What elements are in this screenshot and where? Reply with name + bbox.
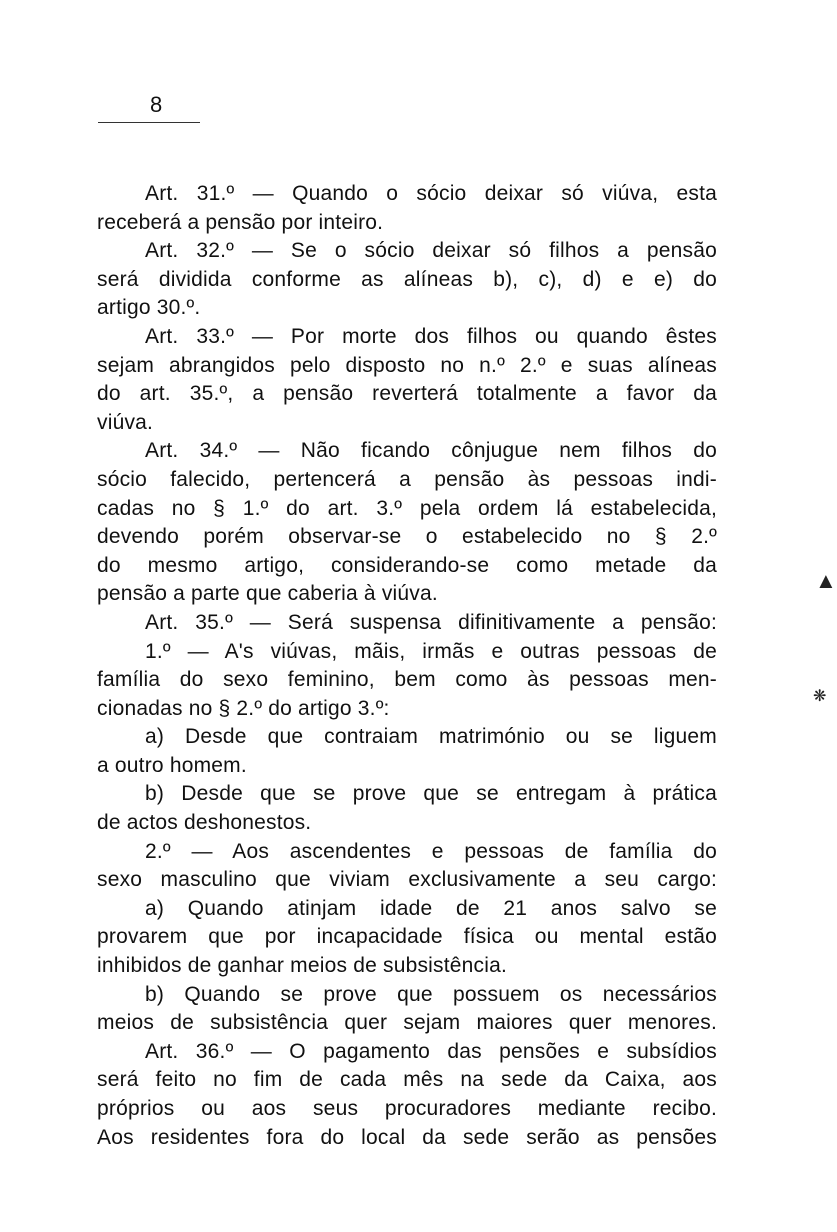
text-line: Art. 33.º — Por morte dos filhos ou quando êstes — [145, 324, 717, 348]
text-line: cadas no § 1.º do art. 3.º pela ordem lá estabelecida, — [97, 496, 717, 520]
text-line: artigo 30.º. — [97, 296, 201, 320]
text-line: pensão a parte que caberia à viúva. — [97, 582, 438, 606]
margin-mark: ▲ — [815, 568, 837, 593]
text-line: receberá a pensão por inteiro. — [97, 210, 384, 234]
text-line: família do sexo feminino, bem como às pessoas men- — [97, 668, 717, 692]
text-line: inhibidos de ganhar meios de subsistência. — [97, 954, 507, 978]
text-line: Art. 32.º — Se o sócio deixar só filhos a pensão — [145, 239, 717, 263]
text-line: 1.º — A's viúvas, mãis, irmãs e outras pessoas de — [145, 639, 717, 663]
text-line: b) Quando se prove que possuem os necessários — [145, 982, 717, 1006]
text-line: b) Desde que se prove que se entregam à prática — [145, 782, 717, 806]
body-text — [97, 180, 717, 1152]
margin-mark: ❋ — [813, 688, 827, 705]
page-number-rule — [98, 122, 200, 123]
text-line: Art. 36.º — O pagamento das pensões e subsídios — [145, 1039, 717, 1063]
text-line: próprios ou aos seus procuradores mediante recibo. — [97, 1097, 717, 1120]
text-line: será dividida conforme as alíneas b), c), d) e e) do — [97, 267, 717, 291]
text-line: sejam abrangidos pelo disposto no n.º 2.º e suas alíneas — [97, 353, 717, 377]
text-line: viúva. — [97, 410, 154, 434]
text-line: devendo porém observar-se o estabelecido no § 2.º — [97, 525, 717, 549]
text-line: provarem que por incapacidade física ou mental estão — [97, 925, 717, 949]
text-line: do art. 35.º, a pensão reverterá totalmente a favor da — [97, 382, 717, 406]
text-line: Aos residentes fora do local da sede serão as pensões — [97, 1125, 717, 1149]
text-line: sócio falecido, pertencerá a pensão às pessoas indi- — [97, 467, 717, 491]
text-line: do mesmo artigo, considerando-se como metade da — [97, 553, 717, 577]
text-line: Art. 35.º — Será suspensa difinitivamente a pensão: — [145, 610, 717, 634]
text-line: 2.º — Aos ascendentes e pessoas de família do — [145, 839, 717, 863]
text-line: sexo masculino que viviam exclusivamente a seu cargo: — [97, 868, 717, 892]
text-line: cionadas no § 2.º do artigo 3.º: — [97, 696, 390, 720]
text-line: a outro homem. — [97, 753, 247, 777]
text-line: Art. 34.º — Não ficando cônjugue nem filhos do — [145, 439, 717, 463]
page-number: 8 — [150, 92, 163, 117]
text-line: a) Quando atinjam idade de 21 anos salvo se — [145, 896, 717, 920]
text-line: será feito no fim de cada mês na sede da Caixa, aos — [97, 1068, 717, 1092]
text-line: a) Desde que contraiam matrimónio ou se liguem — [145, 725, 717, 749]
text-line: meios de subsistência quer sejam maiores quer menores. — [97, 1011, 717, 1035]
text-line: de actos deshonestos. — [97, 811, 312, 835]
text-line: Art. 31.º — Quando o sócio deixar só viúva, esta — [145, 182, 717, 205]
